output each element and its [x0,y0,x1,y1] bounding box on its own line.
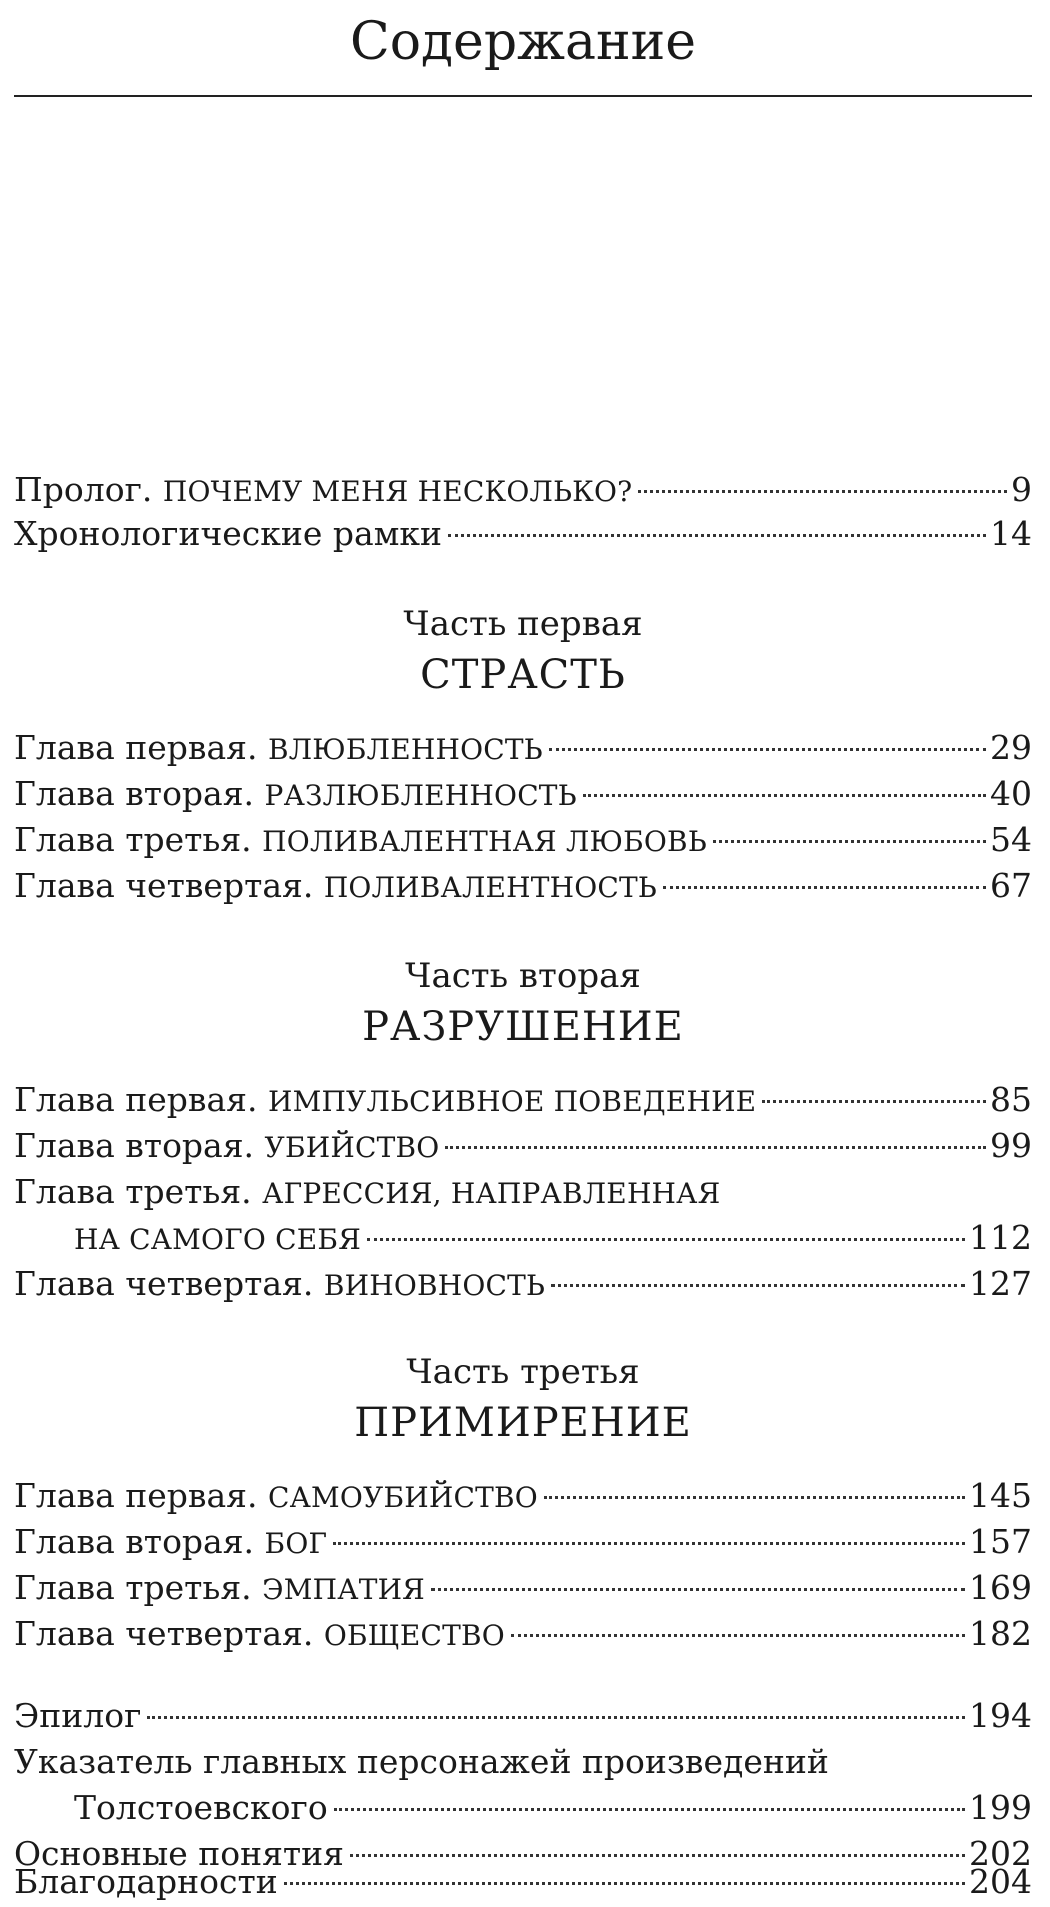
entry-prefix: Глава вторая. [14,1126,255,1165]
entry-prefix: Глава первая. [14,1080,258,1119]
dot-leader [445,1146,986,1149]
toc-entry-chapter[interactable] [14,1612,1032,1656]
entry-prefix: Глава первая. [14,1476,258,1515]
entry-prefix: Глава четвертая. [14,866,314,905]
part-label: Часть вторая [405,956,641,996]
dot-leader [147,1716,965,1719]
toc-entry-chapter[interactable] [14,1262,1032,1306]
part-name: СТРАСТЬ [420,652,626,698]
page-number: 112 [969,1218,1032,1257]
dot-leader [583,794,986,797]
entry-title: Благодарности [14,1862,278,1901]
toc-entry-chapter[interactable] [14,818,1032,862]
dot-leader [638,490,1007,493]
toc-page [14,0,1032,1907]
toc-entry-chapter[interactable] [14,726,1032,770]
toc-entry-acknowledgements[interactable] [14,1860,1032,1904]
entry-title: ОБЩЕСТВО [323,1619,505,1652]
dot-leader [367,1238,965,1241]
toc-entry-continuation[interactable] [14,1786,1032,1830]
dot-leader [544,1496,965,1499]
entry-prefix: Глава третья. [14,1172,252,1211]
toc-entry-chapter[interactable] [14,1566,1032,1610]
entry-prefix: Глава четвертая. [14,1264,314,1303]
page-number: 99 [990,1126,1032,1165]
toc-entry-chapter[interactable] [14,1520,1032,1564]
entry-title: ВИНОВНОСТЬ [323,1269,546,1302]
entry-title: БОГ [264,1527,328,1560]
entry-prefix: Пролог. [14,470,153,509]
entry-title: САМОУБИЙСТВО [267,1481,538,1514]
toc-entry-chapter[interactable] [14,1078,1032,1122]
part-label: Часть первая [403,604,643,644]
dot-leader [762,1100,986,1103]
toc-entry-chapter[interactable] [14,772,1032,816]
entry-title: РАЗЛЮБЛЕННОСТЬ [264,779,577,812]
page-number: 14 [990,514,1032,553]
entry-title: ИМПУЛЬСИВНОЕ ПОВЕДЕНИЕ [267,1085,757,1118]
dot-leader [284,1882,965,1885]
entry-title: ПОЛИВАЛЕНТНОСТЬ [323,871,657,904]
page-number: 127 [969,1264,1032,1303]
page-title: Содержание [349,12,697,72]
part-name: ПРИМИРЕНИЕ [354,1400,692,1446]
page-number: 199 [969,1788,1032,1827]
dot-leader [334,1808,965,1811]
entry-title: ПОЧЕМУ МЕНЯ НЕСКОЛЬКО? [162,475,633,508]
entry-prefix: Глава вторая. [14,774,255,813]
toc-entry-chapter[interactable] [14,864,1032,908]
page-number: 202 [969,1834,1032,1873]
page-number: 85 [990,1080,1032,1119]
toc-entry-chapter[interactable] [14,1474,1032,1518]
entry-title: Указатель главных персонажей произведений [14,1742,829,1781]
dot-leader [551,1284,965,1287]
page-number: 9 [1011,470,1032,509]
page-number: 204 [969,1862,1032,1901]
page-number: 145 [969,1476,1032,1515]
entry-title-continuation: НА САМОГО СЕБЯ [74,1223,362,1256]
toc-entry-chronology[interactable] [14,512,1032,556]
dot-leader [431,1588,965,1591]
page-number: 169 [969,1568,1032,1607]
page-number: 67 [990,866,1032,905]
toc-entry-continuation[interactable] [14,1216,1032,1260]
page-number: 54 [990,820,1032,859]
entry-prefix: Глава вторая. [14,1522,255,1561]
toc-entry-chapter[interactable] [14,1124,1032,1168]
entry-title-continuation: Толстоевского [74,1788,328,1827]
part-name: РАЗРУШЕНИЕ [362,1004,684,1050]
page-number: 29 [990,728,1032,767]
entry-title: АГРЕССИЯ, НАПРАВЛЕННАЯ [262,1177,721,1210]
entry-title: ПОЛИВАЛЕНТНАЯ ЛЮБОВЬ [262,825,707,858]
entry-prefix: Глава четвертая. [14,1614,314,1653]
entry-prefix: Глава третья. [14,820,252,859]
page-number: 182 [969,1614,1032,1653]
dot-leader [333,1542,965,1545]
page-number: 157 [969,1522,1032,1561]
toc-entry-chapter[interactable] [14,1170,1032,1214]
toc-entry-prologue[interactable] [14,468,1032,512]
page-number: 194 [969,1696,1032,1735]
entry-prefix: Глава первая. [14,728,258,767]
dot-leader [350,1854,965,1857]
page-number: 40 [990,774,1032,813]
dot-leader [511,1634,965,1637]
entry-title: Основные понятия [14,1834,344,1873]
entry-title: Эпилог [14,1696,142,1735]
entry-title: ЭМПАТИЯ [262,1573,425,1606]
toc-entry-character-index[interactable] [14,1740,1032,1784]
toc-entry-epilogue[interactable] [14,1694,1032,1738]
dot-leader [663,886,986,889]
entry-title: Хронологические рамки [14,514,443,553]
dot-leader [549,748,986,751]
part-label: Часть третья [406,1352,640,1392]
title-divider [14,95,1032,97]
entry-prefix: Глава третья. [14,1568,252,1607]
entry-title: УБИЙСТВО [264,1131,440,1164]
dot-leader [713,840,986,843]
entry-title: ВЛЮБЛЕННОСТЬ [267,733,543,766]
dot-leader [448,534,986,537]
